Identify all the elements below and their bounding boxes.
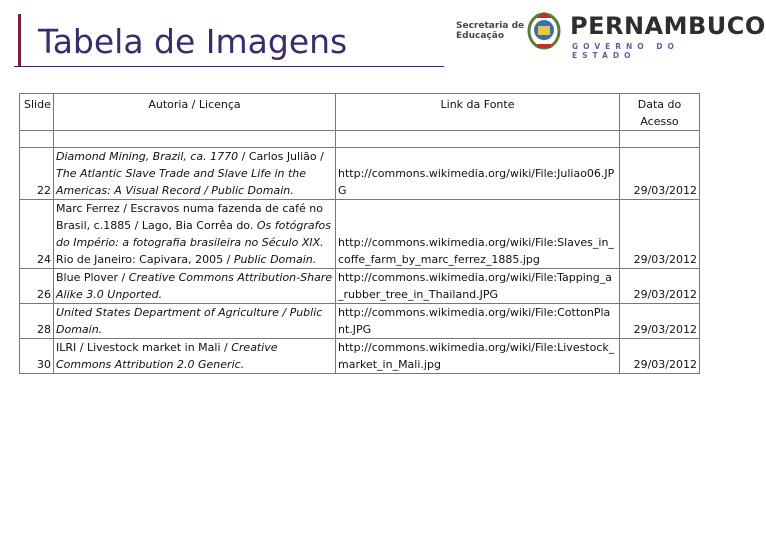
secretaria-line1: Secretaria de — [456, 21, 525, 31]
header-data — [620, 94, 700, 131]
autoria-text: Rio de Janeiro: Capivara, 2005 / — [56, 253, 234, 266]
header-slide: Slide — [20, 94, 54, 131]
title-underline — [14, 66, 444, 67]
autoria-cell — [54, 304, 336, 339]
state-name: PERNAMBUCO — [570, 12, 766, 40]
image-table — [19, 93, 700, 374]
page-title: Tabela de Imagens — [38, 22, 348, 61]
header-data-line2: Acesso — [640, 115, 679, 128]
table-header-row — [20, 94, 700, 131]
autoria-text: Creative Commons Attribution-Share Alike 3.0 Unported. — [56, 271, 333, 301]
access-date: 29/03/2012 — [620, 200, 700, 269]
slide-number: 30 — [20, 339, 54, 374]
access-date: 29/03/2012 — [620, 304, 700, 339]
table-row — [20, 200, 700, 269]
slide-number: 28 — [20, 304, 54, 339]
source-link[interactable]: http://commons.wikimedia.org/wiki/File:Juliao06.JPG — [336, 148, 620, 200]
autoria-cell — [54, 269, 336, 304]
table-spacer-row — [20, 131, 700, 148]
source-link[interactable]: http://commons.wikimedia.org/wiki/File:Tapping_a_rubber_tree_in_Thailand.JPG — [336, 269, 620, 304]
state-crest-icon — [525, 10, 563, 52]
autoria-text: Diamond Mining, Brazil, ca. 1770 — [56, 150, 239, 163]
source-link[interactable]: http://commons.wikimedia.org/wiki/File:Slaves_in_coffe_farm_by_marc_ferrez_1885.jpg — [336, 200, 620, 269]
autoria-cell — [54, 339, 336, 374]
autoria-text: Marc Ferrez / Escravos numa fazenda de café no Brasil, c.1885 / Lago, Bia Corrêa do. — [56, 202, 323, 232]
autoria-text: Os fotógrafos do Império: a fotografia brasileira no Século XIX. — [56, 219, 331, 249]
autoria-text: / Carlos Julião / — [238, 150, 324, 163]
table-row — [20, 339, 700, 374]
autoria-text: ILRI / Livestock market in Mali / — [56, 341, 232, 354]
autoria-text: Blue Plover / — [56, 271, 129, 284]
title-accent-bar — [18, 14, 21, 66]
slide-number: 26 — [20, 269, 54, 304]
table-row — [20, 148, 700, 200]
access-date: 29/03/2012 — [620, 269, 700, 304]
access-date: 29/03/2012 — [620, 339, 700, 374]
slide-number: 24 — [20, 200, 54, 269]
autoria-text: Creative Commons Attribution 2.0 Generic. — [56, 341, 278, 371]
state-subtitle: GOVERNO DO ESTADO — [572, 42, 679, 60]
autoria-cell — [54, 148, 336, 200]
table-row — [20, 269, 700, 304]
header-autoria: Autoria / Licença — [54, 94, 336, 131]
source-link[interactable]: http://commons.wikimedia.org/wiki/File:Livestock_market_in_Mali.jpg — [336, 339, 620, 374]
autoria-cell — [54, 200, 336, 269]
autoria-text: The Atlantic Slave Trade and Slave Life in the Americas: A Visual Record / Public Domain. — [56, 167, 307, 197]
autoria-text: Public Domain. — [233, 253, 317, 266]
slide-number: 22 — [20, 148, 54, 200]
header — [0, 0, 766, 68]
table-row — [20, 304, 700, 339]
secretaria-label — [456, 21, 524, 41]
secretaria-line2: Educação — [456, 31, 504, 41]
autoria-text: United States Department of Agriculture / Public Domain. — [56, 306, 323, 336]
header-link: Link da Fonte — [336, 94, 620, 131]
header-data-line1: Data do — [637, 98, 682, 111]
government-logo — [452, 10, 766, 60]
source-link[interactable]: http://commons.wikimedia.org/wiki/File:CottonPlant.JPG — [336, 304, 620, 339]
access-date: 29/03/2012 — [620, 148, 700, 200]
